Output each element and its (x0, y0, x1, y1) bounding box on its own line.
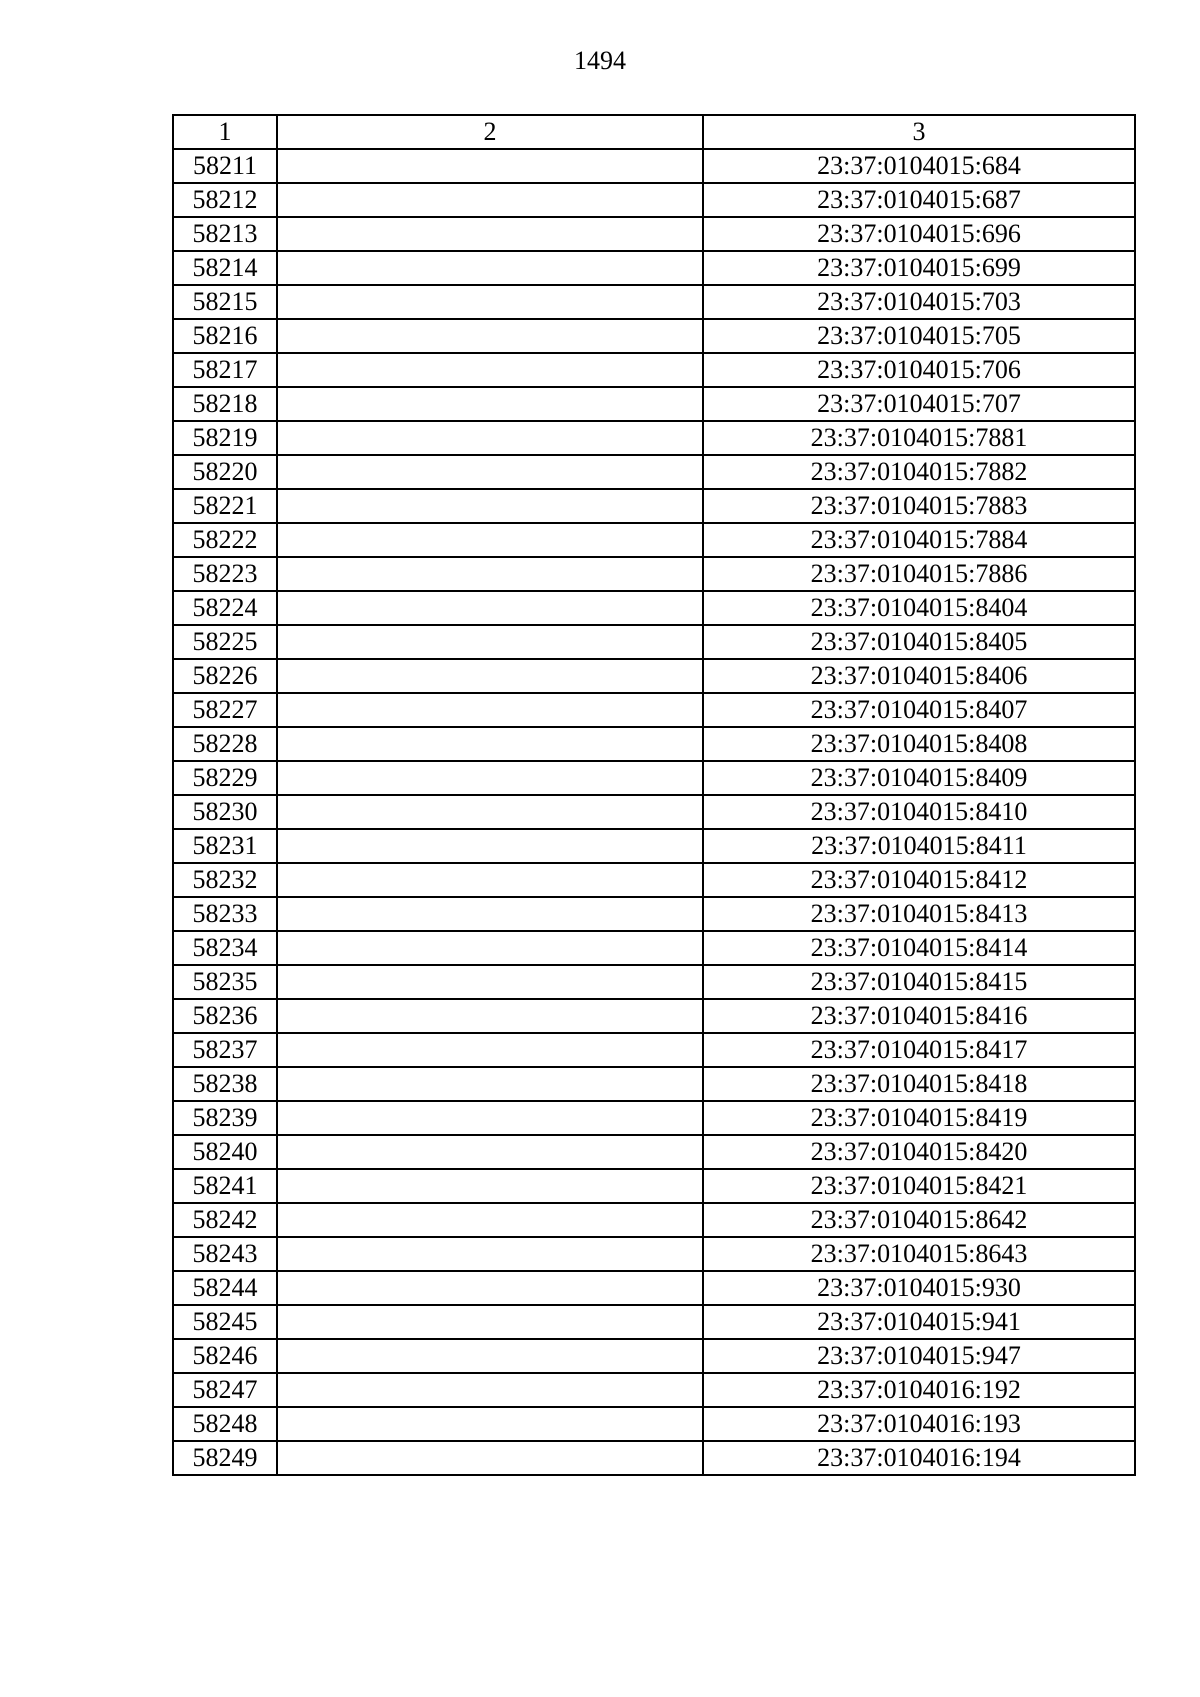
cadastral-number-cell: 23:37:0104015:8643 (703, 1237, 1135, 1271)
row-number-cell: 58245 (173, 1305, 277, 1339)
description-cell (277, 761, 703, 795)
cadastral-number-cell: 23:37:0104015:8405 (703, 625, 1135, 659)
cadastral-number-cell: 23:37:0104015:8417 (703, 1033, 1135, 1067)
row-number-cell: 58220 (173, 455, 277, 489)
cadastral-number-cell: 23:37:0104015:8418 (703, 1067, 1135, 1101)
description-cell (277, 693, 703, 727)
description-cell (277, 795, 703, 829)
table-row (173, 1373, 1135, 1407)
table-row (173, 1101, 1135, 1135)
table-row (173, 1169, 1135, 1203)
row-number-cell: 58238 (173, 1067, 277, 1101)
cadastral-number-cell: 23:37:0104016:192 (703, 1373, 1135, 1407)
row-number-cell: 58217 (173, 353, 277, 387)
table-row (173, 1407, 1135, 1441)
table-row (173, 489, 1135, 523)
row-number-cell: 58218 (173, 387, 277, 421)
description-cell (277, 1033, 703, 1067)
table-row (173, 761, 1135, 795)
description-cell (277, 387, 703, 421)
table-header-row (173, 115, 1135, 149)
row-number-cell: 58223 (173, 557, 277, 591)
description-cell (277, 999, 703, 1033)
description-cell (277, 625, 703, 659)
table-row (173, 795, 1135, 829)
description-cell (277, 523, 703, 557)
table-row (173, 217, 1135, 251)
table-row (173, 829, 1135, 863)
description-cell (277, 489, 703, 523)
table-row (173, 387, 1135, 421)
row-number-cell: 58212 (173, 183, 277, 217)
description-cell (277, 863, 703, 897)
cadastral-number-cell: 23:37:0104015:8642 (703, 1203, 1135, 1237)
table-row (173, 1305, 1135, 1339)
cadastral-number-cell: 23:37:0104015:7886 (703, 557, 1135, 591)
row-number-cell: 58243 (173, 1237, 277, 1271)
description-cell (277, 1067, 703, 1101)
description-cell (277, 421, 703, 455)
row-number-cell: 58247 (173, 1373, 277, 1407)
description-cell (277, 1407, 703, 1441)
row-number-cell: 58228 (173, 727, 277, 761)
table-row (173, 625, 1135, 659)
description-cell (277, 1135, 703, 1169)
table-row (173, 1441, 1135, 1475)
table-row (173, 897, 1135, 931)
row-number-cell: 58229 (173, 761, 277, 795)
column-header-3: 3 (703, 115, 1135, 149)
table-row (173, 251, 1135, 285)
row-number-cell: 58244 (173, 1271, 277, 1305)
cadastral-number-cell: 23:37:0104015:703 (703, 285, 1135, 319)
description-cell (277, 1339, 703, 1373)
cadastral-number-cell: 23:37:0104015:8408 (703, 727, 1135, 761)
cadastral-number-cell: 23:37:0104015:8419 (703, 1101, 1135, 1135)
row-number-cell: 58230 (173, 795, 277, 829)
cadastral-number-cell: 23:37:0104015:687 (703, 183, 1135, 217)
table-row (173, 1271, 1135, 1305)
row-number-cell: 58248 (173, 1407, 277, 1441)
description-cell (277, 353, 703, 387)
cadastral-number-cell: 23:37:0104015:8410 (703, 795, 1135, 829)
cadastral-number-cell: 23:37:0104015:8407 (703, 693, 1135, 727)
description-cell (277, 455, 703, 489)
cadastral-number-cell: 23:37:0104015:684 (703, 149, 1135, 183)
description-cell (277, 319, 703, 353)
cadastral-number-cell: 23:37:0104015:947 (703, 1339, 1135, 1373)
cadastral-number-cell: 23:37:0104015:7881 (703, 421, 1135, 455)
row-number-cell: 58215 (173, 285, 277, 319)
table-row (173, 931, 1135, 965)
description-cell (277, 1101, 703, 1135)
table-row (173, 1067, 1135, 1101)
row-number-cell: 58225 (173, 625, 277, 659)
cadastral-number-cell: 23:37:0104015:930 (703, 1271, 1135, 1305)
cadastral-number-cell: 23:37:0104016:193 (703, 1407, 1135, 1441)
cadastral-number-cell: 23:37:0104015:7883 (703, 489, 1135, 523)
cadastral-number-cell: 23:37:0104015:8415 (703, 965, 1135, 999)
table-row (173, 149, 1135, 183)
row-number-cell: 58233 (173, 897, 277, 931)
cadastral-number-cell: 23:37:0104015:8420 (703, 1135, 1135, 1169)
row-number-cell: 58221 (173, 489, 277, 523)
description-cell (277, 149, 703, 183)
cadastral-number-cell: 23:37:0104015:7882 (703, 455, 1135, 489)
cadastral-number-cell: 23:37:0104015:8404 (703, 591, 1135, 625)
row-number-cell: 58232 (173, 863, 277, 897)
description-cell (277, 251, 703, 285)
cadastral-number-cell: 23:37:0104015:8413 (703, 897, 1135, 931)
table-row (173, 1033, 1135, 1067)
column-header-2: 2 (277, 115, 703, 149)
cadastral-number-cell: 23:37:0104015:706 (703, 353, 1135, 387)
row-number-cell: 58237 (173, 1033, 277, 1067)
cadastral-number-cell: 23:37:0104015:696 (703, 217, 1135, 251)
description-cell (277, 183, 703, 217)
description-cell (277, 591, 703, 625)
table-row (173, 285, 1135, 319)
cadastral-number-cell: 23:37:0104015:707 (703, 387, 1135, 421)
row-number-cell: 58219 (173, 421, 277, 455)
table-row (173, 455, 1135, 489)
cadastral-number-cell: 23:37:0104015:8416 (703, 999, 1135, 1033)
cadastral-number-cell: 23:37:0104015:705 (703, 319, 1135, 353)
table-row (173, 965, 1135, 999)
cadastral-number-cell: 23:37:0104015:8412 (703, 863, 1135, 897)
description-cell (277, 1203, 703, 1237)
description-cell (277, 1271, 703, 1305)
table-row (173, 1237, 1135, 1271)
table-row (173, 693, 1135, 727)
cadastral-number-cell: 23:37:0104015:8411 (703, 829, 1135, 863)
table-row (173, 1339, 1135, 1373)
row-number-cell: 58226 (173, 659, 277, 693)
description-cell (277, 727, 703, 761)
description-cell (277, 285, 703, 319)
description-cell (277, 965, 703, 999)
table-row (173, 727, 1135, 761)
description-cell (277, 897, 703, 931)
description-cell (277, 217, 703, 251)
table-row (173, 591, 1135, 625)
cadastral-number-cell: 23:37:0104015:699 (703, 251, 1135, 285)
table-row (173, 319, 1135, 353)
table-row (173, 1203, 1135, 1237)
row-number-cell: 58236 (173, 999, 277, 1033)
row-number-cell: 58234 (173, 931, 277, 965)
row-number-cell: 58240 (173, 1135, 277, 1169)
description-cell (277, 1441, 703, 1475)
cadastral-number-cell: 23:37:0104016:194 (703, 1441, 1135, 1475)
row-number-cell: 58235 (173, 965, 277, 999)
row-number-cell: 58222 (173, 523, 277, 557)
row-number-cell: 58231 (173, 829, 277, 863)
row-number-cell: 58242 (173, 1203, 277, 1237)
table-row (173, 353, 1135, 387)
cadastral-number-cell: 23:37:0104015:8409 (703, 761, 1135, 795)
row-number-cell: 58214 (173, 251, 277, 285)
table-row (173, 863, 1135, 897)
row-number-cell: 58249 (173, 1441, 277, 1475)
cadastral-number-cell: 23:37:0104015:8406 (703, 659, 1135, 693)
table-body (173, 149, 1135, 1475)
cadastral-table (172, 114, 1136, 1476)
column-header-1: 1 (173, 115, 277, 149)
description-cell (277, 931, 703, 965)
table-row (173, 557, 1135, 591)
row-number-cell: 58246 (173, 1339, 277, 1373)
cadastral-number-cell: 23:37:0104015:941 (703, 1305, 1135, 1339)
description-cell (277, 1169, 703, 1203)
table-row (173, 659, 1135, 693)
row-number-cell: 58239 (173, 1101, 277, 1135)
description-cell (277, 1373, 703, 1407)
row-number-cell: 58211 (173, 149, 277, 183)
table-row (173, 523, 1135, 557)
page-number: 1494 (574, 46, 626, 75)
table-row (173, 999, 1135, 1033)
description-cell (277, 659, 703, 693)
row-number-cell: 58213 (173, 217, 277, 251)
cadastral-number-cell: 23:37:0104015:8421 (703, 1169, 1135, 1203)
cadastral-number-cell: 23:37:0104015:8414 (703, 931, 1135, 965)
description-cell (277, 557, 703, 591)
table-row (173, 1135, 1135, 1169)
row-number-cell: 58216 (173, 319, 277, 353)
row-number-cell: 58227 (173, 693, 277, 727)
description-cell (277, 829, 703, 863)
description-cell (277, 1237, 703, 1271)
row-number-cell: 58224 (173, 591, 277, 625)
description-cell (277, 1305, 703, 1339)
row-number-cell: 58241 (173, 1169, 277, 1203)
table-row (173, 421, 1135, 455)
cadastral-number-cell: 23:37:0104015:7884 (703, 523, 1135, 557)
table-row (173, 183, 1135, 217)
